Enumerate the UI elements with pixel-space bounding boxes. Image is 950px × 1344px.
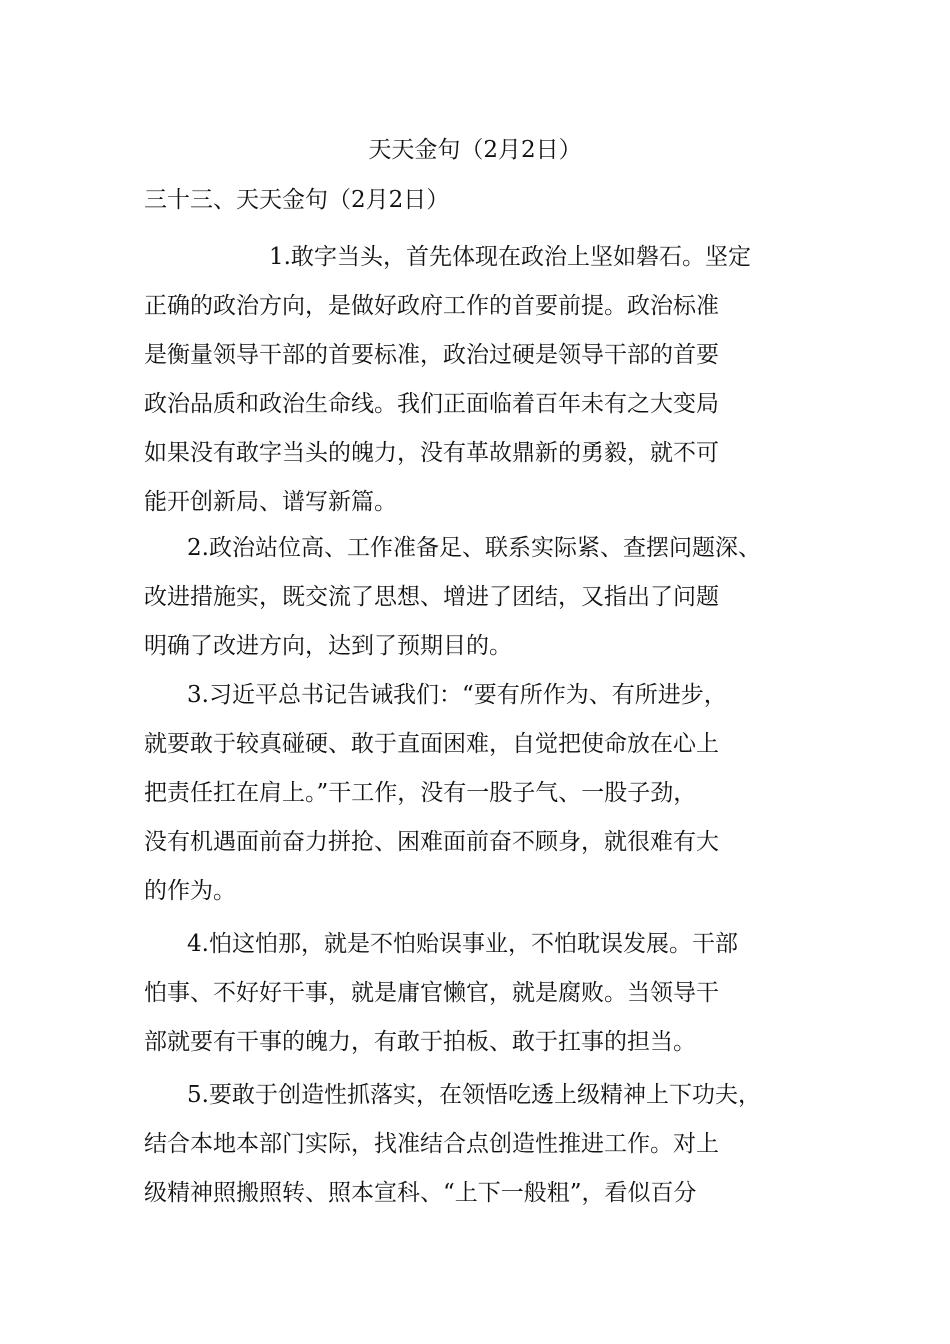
paragraph-line: 的作为。 [144, 878, 236, 904]
paragraph-line: 部就要有干事的魄力，有敢于拍板、敢于扛事的担当。 [144, 1029, 696, 1055]
paragraph-line: 1.敢字当头，首先体现在政治上坚如磐石。坚定 [269, 244, 751, 270]
paragraph-line: 能开创新局、谱写新篇。 [144, 489, 397, 515]
paragraph-line: 明确了改进方向，达到了预期目的。 [144, 633, 512, 659]
paragraph-4 [144, 920, 824, 1067]
paragraph-line: 正确的政治方向，是做好政府工作的首要前提。政治标准 [144, 293, 719, 319]
paragraph-3 [144, 671, 824, 916]
paragraph-line: 是衡量领导干部的首要标准，政治过硬是领导干部的首要 [144, 342, 719, 368]
document-title: 天天金句（2月2日） [368, 137, 582, 163]
paragraph-line: 没有机遇面前奋力拼抢、困难面前奋不顾身，就很难有大 [144, 829, 719, 855]
paragraph-line: 就要敢于较真碰硬、敢于直面困难，自觉把使命放在心上 [144, 731, 719, 757]
paragraph-line: 级精神照搬照转、照本宣科、“上下一般粗”，看似百分 [144, 1180, 697, 1206]
paragraph-1 [144, 233, 824, 527]
paragraph-line: 把责任扛在肩上。”干工作，没有一股子气、一股子劲， [144, 780, 697, 806]
paragraph-line: 怕事、不好好干事，就是庸官懒官，就是腐败。当领导干 [144, 980, 719, 1006]
section-heading: 三十三、天天金句（2月2日） [144, 187, 450, 213]
paragraph-line: 4.怕这怕那，就是不怕贻误事业，不怕耽误发展。干部 [187, 931, 738, 957]
paragraph-line: 如果没有敢字当头的魄力，没有革故鼎新的勇毅，就不可 [144, 440, 719, 466]
paragraph-5 [144, 1071, 824, 1218]
paragraph-line: 3.习近平总书记告诫我们：“要有所作为、有所进步， [187, 682, 727, 708]
paragraph-2 [144, 524, 824, 671]
paragraph-line: 2.政治站位高、工作准备足、联系实际紧、查摆问题深、 [187, 535, 761, 561]
paragraph-line: 5.要敢于创造性抓落实，在领悟吃透上级精神上下功夫， [187, 1082, 761, 1108]
paragraph-line: 政治品质和政治生命线。我们正面临着百年未有之大变局 [144, 391, 719, 417]
paragraph-line: 改进措施实，既交流了思想、增进了团结，又指出了问题 [144, 584, 719, 610]
paragraph-line: 结合本地本部门实际，找准结合点创造性推进工作。对上 [144, 1131, 719, 1157]
